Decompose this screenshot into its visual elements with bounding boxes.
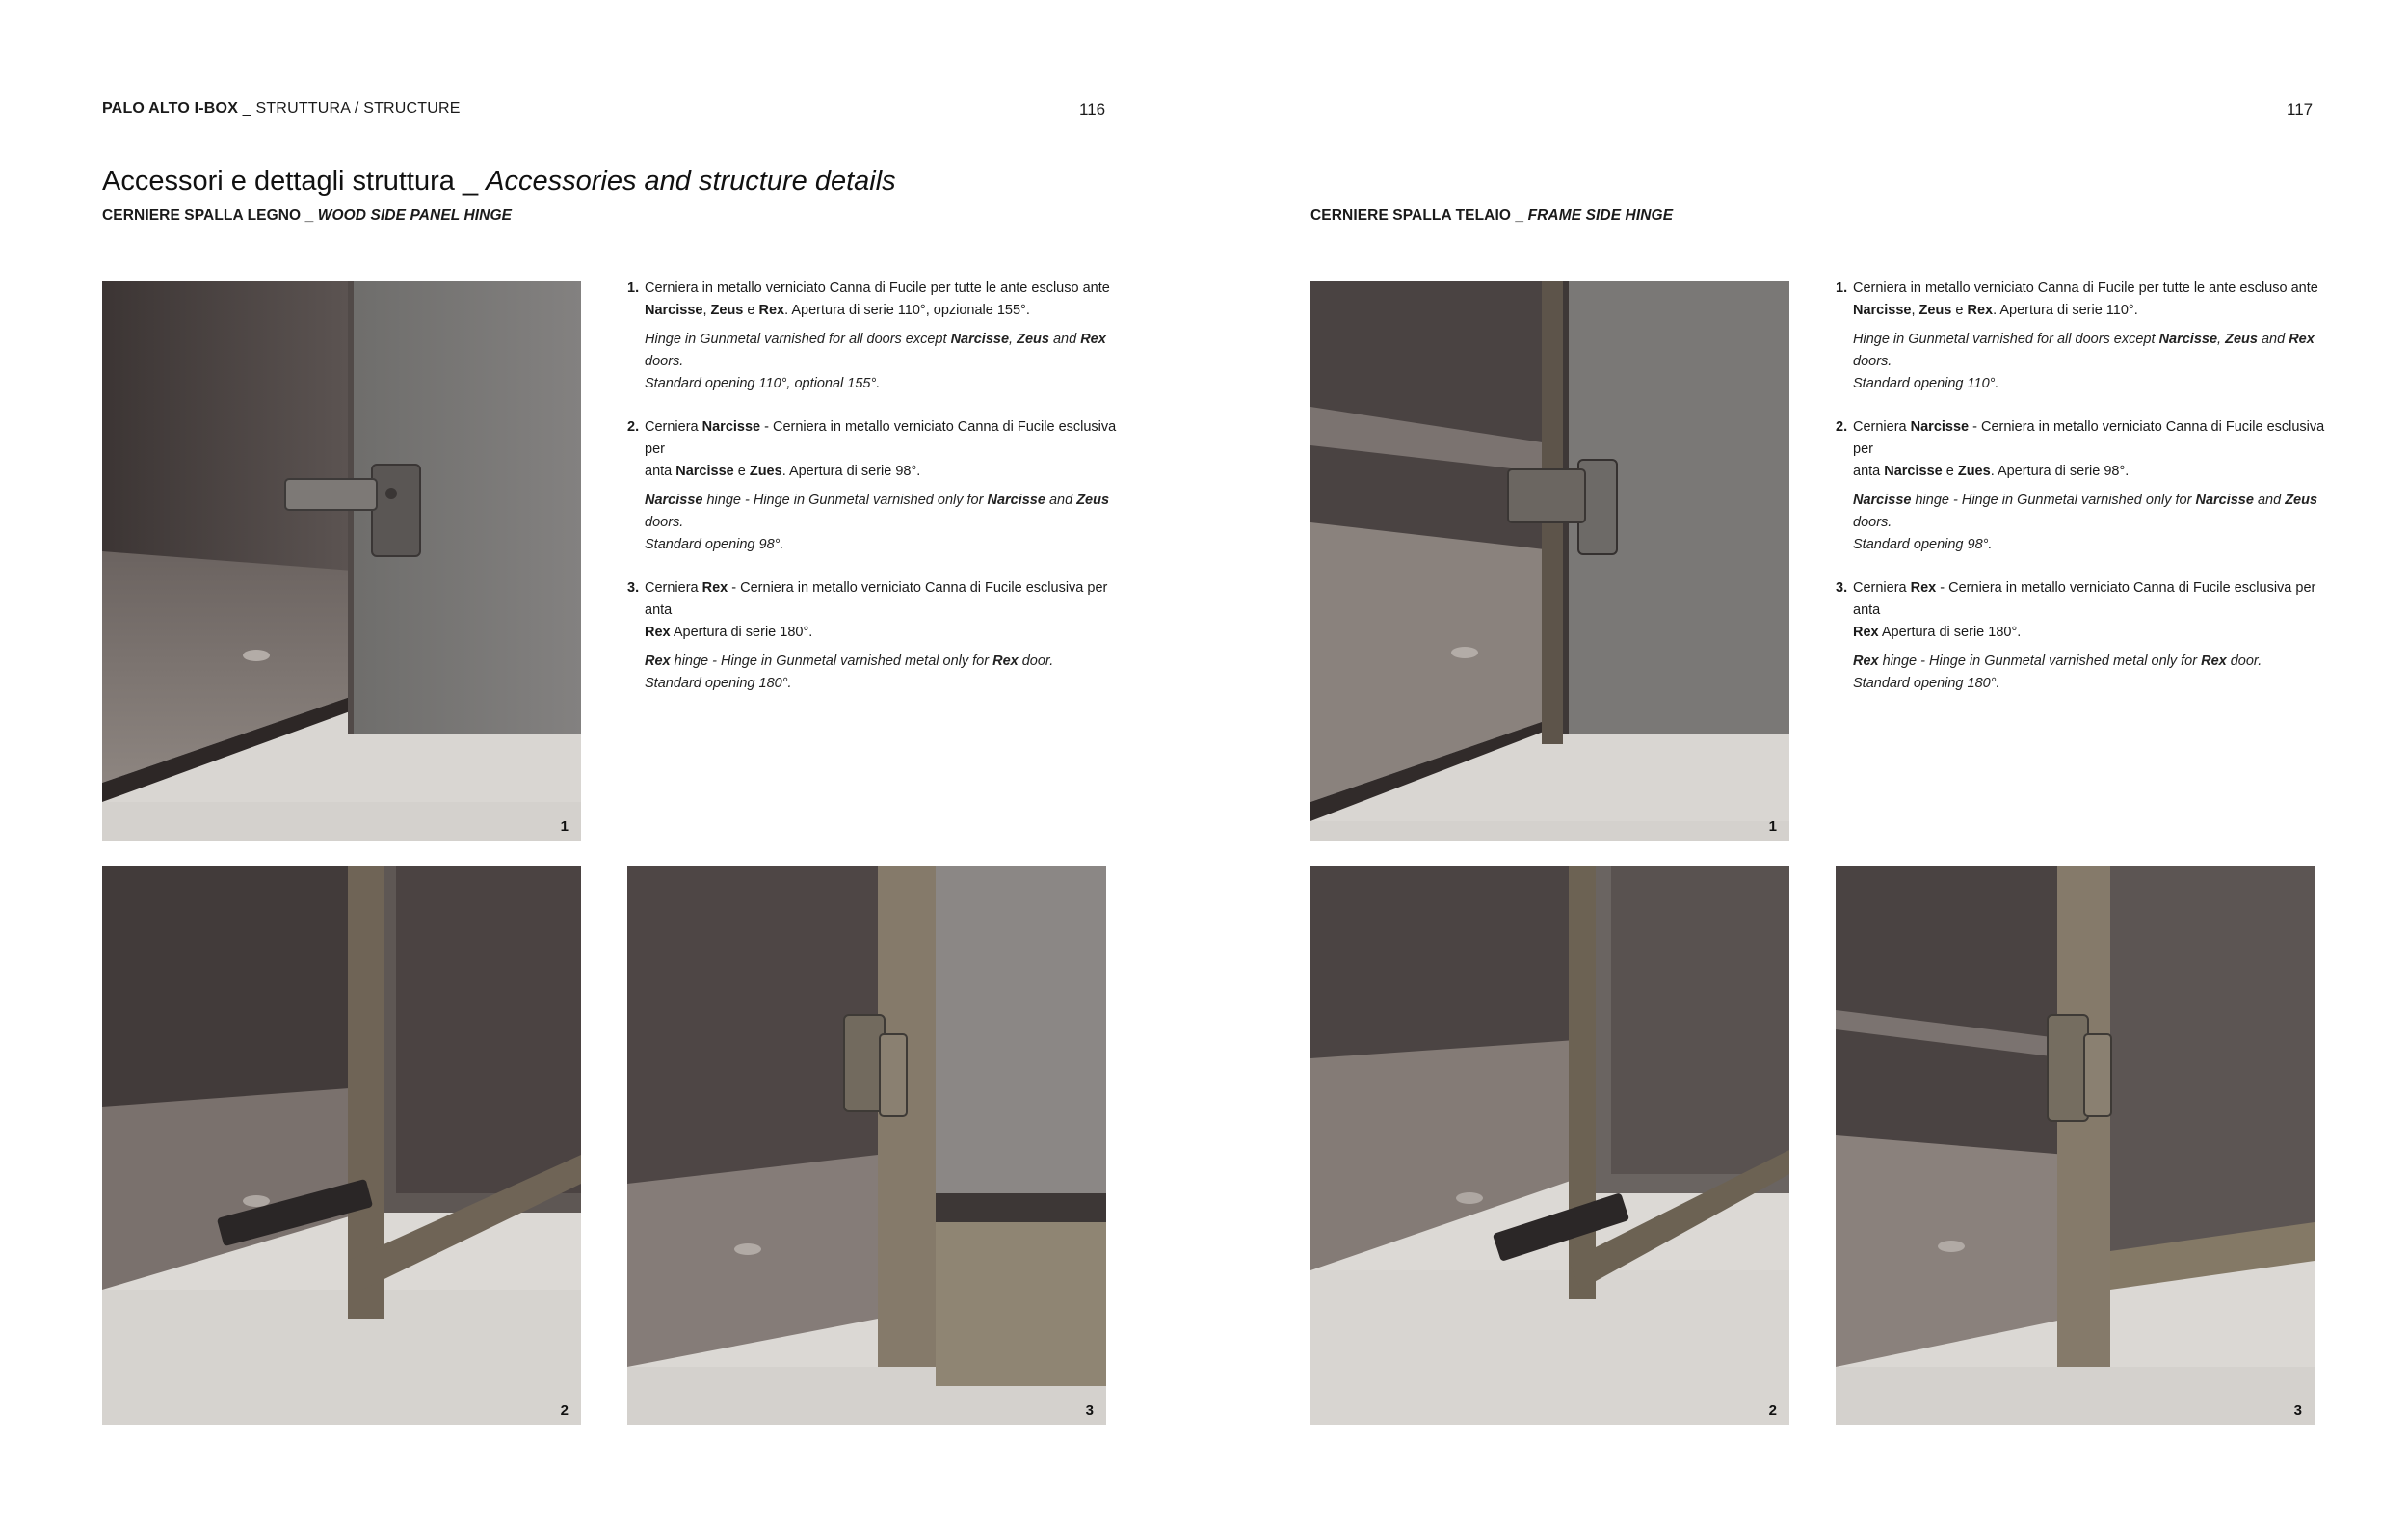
note-3: 3. Cerniera Rex - Cerniera in metallo verniciato Canna di Fucile esclusiva per anta Rex Apertura di serie 180°. Rex hinge - Hinge in Gunmetal varnished metal only for Rex door. Standard opening 180°. <box>627 580 1108 691</box>
photo-wood-hinge-3 <box>627 866 1106 1425</box>
note-3: 3. Cerniera Rex - Cerniera in metallo verniciato Canna di Fucile esclusiva per anta Rex Apertura di serie 180°. Rex hinge - Hinge in Gunmetal varnished metal only for Rex door. Standard opening 180°. <box>1836 580 2316 691</box>
photo-number: 1 <box>560 818 569 835</box>
note-2: 2. Cerniera Narcisse - Cerniera in metallo verniciato Canna di Fucile esclusiva per anta Narcisse e Zues. Apertura di serie 98°. Narcisse hinge - Hinge in Gunmetal varnished only for Narcisse and Zeus doors. Standard opening 98°. <box>1836 419 2325 552</box>
hinge-photo-illustration <box>1310 866 1789 1425</box>
photo-wood-hinge-1 <box>102 281 581 841</box>
note-2: 2. Cerniera Narcisse - Cerniera in metallo verniciato Canna di Fucile esclusiva per anta Narcisse e Zues. Apertura di serie 98°. Narcisse hinge - Hinge in Gunmetal varnished only for Narcisse and Zeus doors. Standard opening 98°. <box>627 419 1117 552</box>
hinge-photo-illustration <box>102 866 581 1425</box>
note-1: 1. Cerniera in metallo verniciato Canna di Fucile per tutte le ante escluso ante Narcisse, Zeus e Rex. Apertura di serie 110°, opzionale 155°. Hinge in Gunmetal varnished for all doors except Narcisse, Zeus and Rex doors. Standard opening 110°, optional 155°. <box>627 280 1110 391</box>
running-header <box>102 100 461 118</box>
hinge-photo-illustration <box>627 866 1106 1425</box>
right-notes <box>1836 278 2337 716</box>
photo-number: 2 <box>560 1402 569 1419</box>
photo-frame-hinge-2 <box>1310 866 1789 1425</box>
page-title-en: Accessories and structure details <box>486 166 896 197</box>
hinge-photo-illustration <box>1836 866 2315 1425</box>
photo-number: 3 <box>1085 1402 1094 1419</box>
hinge-photo-illustration <box>102 281 581 841</box>
brand-name: PALO ALTO I-BOX <box>102 100 239 117</box>
photo-number: 1 <box>1768 818 1777 835</box>
left-subheading: CERNIERE SPALLA LEGNO _ WOOD SIDE PANEL HINGE <box>102 207 513 224</box>
page-number-right: 117 <box>2287 100 2314 119</box>
photo-number: 3 <box>2293 1402 2302 1419</box>
photo-frame-hinge-3 <box>1836 866 2315 1425</box>
section-name: _ STRUTTURA / STRUCTURE <box>238 100 461 117</box>
page-number-left: 116 <box>1079 100 1106 119</box>
photo-frame-hinge-1 <box>1310 281 1789 841</box>
right-subheading: CERNIERE SPALLA TELAIO _ FRAME SIDE HINGE <box>1310 207 1674 224</box>
photo-number: 2 <box>1768 1402 1777 1419</box>
photo-wood-hinge-2 <box>102 866 581 1425</box>
page-title-it: Accessori e dettagli struttura _ <box>102 166 487 197</box>
note-1: 1. Cerniera in metallo verniciato Canna di Fucile per tutte le ante escluso ante Narcisse, Zeus e Rex. Apertura di serie 110°. Hinge in Gunmetal varnished for all doors except Narcisse, Zeus and Rex doors. Standard opening 110°. <box>1836 280 2318 391</box>
left-notes <box>627 278 1128 716</box>
page-title <box>102 166 896 198</box>
hinge-photo-illustration <box>1310 281 1789 841</box>
